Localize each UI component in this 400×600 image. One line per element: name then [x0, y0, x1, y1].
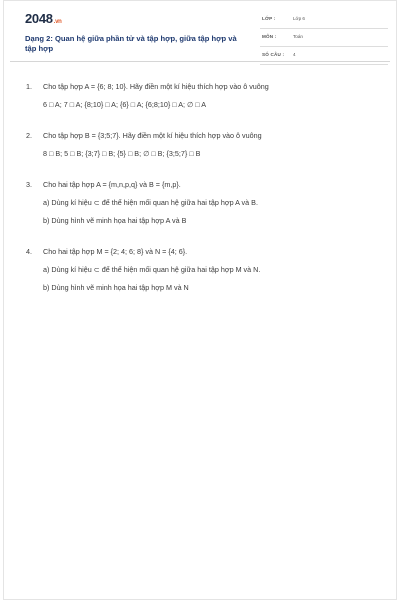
question-text: Cho hai tập hợp A = {m,n,p,q} và B = {m,p}. — [43, 180, 181, 189]
question-line: b) Dùng hình vẽ minh họa hai tập hợp M và N — [43, 283, 189, 292]
question-line: a) Dùng kí hiệu ⊂ để thể hiện mối quan hệ giữa hai tập hợp M và N. — [43, 265, 261, 274]
question-text: Cho tập hợp A = {6; 8; 10}. Hãy điền một kí hiệu thích hợp vào ô vuông — [43, 82, 269, 91]
question-line: 6 □ A; 7 □ A; {8;10} □ A; {6} □ A; {6;8;10} □ A; ∅ □ A — [43, 100, 206, 109]
question-stem — [26, 180, 396, 189]
worksheet-meta — [260, 13, 388, 67]
worksheet-page — [3, 0, 397, 600]
question-number: 3. — [26, 180, 32, 189]
meta-row-class — [260, 13, 388, 29]
meta-label: LỚP : — [262, 16, 276, 21]
question-item — [26, 180, 396, 225]
question-stem — [26, 82, 396, 91]
question-number: 2. — [26, 131, 32, 140]
question-item — [26, 82, 396, 109]
meta-row-subject — [260, 31, 388, 47]
meta-value: 4 — [293, 52, 296, 57]
question-list — [4, 62, 396, 292]
question-item — [26, 131, 396, 158]
meta-value: Toán — [293, 34, 303, 39]
meta-row-question-count — [260, 49, 388, 65]
question-line: a) Dùng kí hiệu ⊂ để thể hiện mối quan hệ giữa hai tập hợp A và B. — [43, 198, 258, 207]
question-number: 1. — [26, 82, 32, 91]
logo-text: 2048 — [25, 11, 53, 26]
question-line: 8 □ B; 5 □ B; {3;7} □ B; {5} □ B; ∅ □ B; {3;5;7} □ B — [43, 149, 201, 158]
worksheet-topic: Dạng 2: Quan hệ giữa phần tử và tập hợp, giữa tập hợp và tập hợp — [25, 34, 237, 53]
question-stem — [26, 131, 396, 140]
meta-label: SỐ CÂU : — [262, 52, 285, 57]
question-number: 4. — [26, 247, 32, 256]
meta-label: MÔN : — [262, 34, 277, 39]
question-item — [26, 247, 396, 292]
logo-suffix: .vn — [53, 19, 62, 25]
question-line: b) Dùng hình vẽ minh họa hai tập hợp A và B — [43, 216, 187, 225]
question-text: Cho hai tập hợp M = {2; 4; 6; 8} và N = {4; 6}. — [43, 247, 188, 256]
question-stem — [26, 247, 396, 256]
question-text: Cho tập hợp B = {3;5;7}. Hãy điền một kí hiệu thích hợp vào ô vuông — [43, 131, 262, 140]
worksheet-header — [10, 1, 390, 62]
meta-value: Lớp 6 — [293, 16, 305, 21]
site-logo[interactable] — [25, 11, 62, 26]
